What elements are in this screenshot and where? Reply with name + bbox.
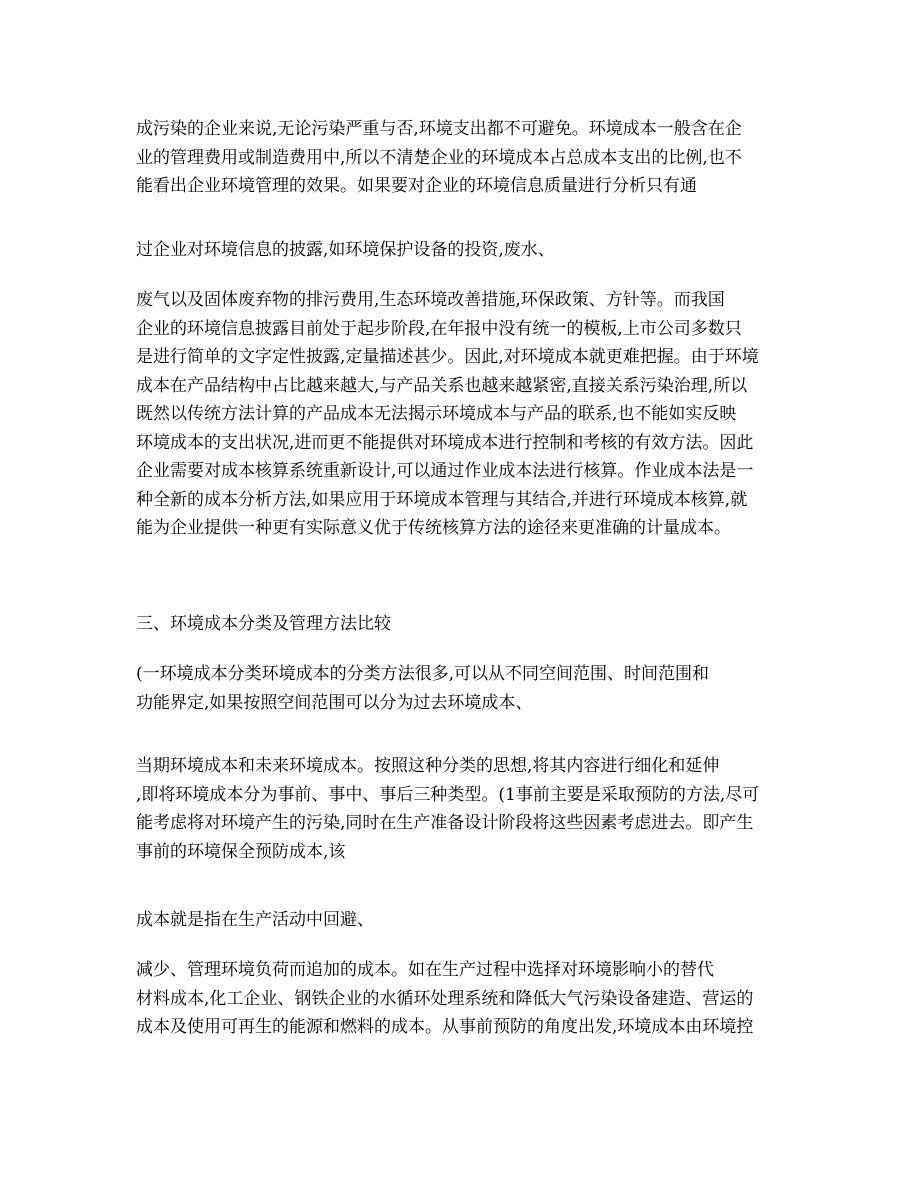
paragraph-2: 过企业对环境信息的披露,如环境保护设备的投资,废水、 [136, 240, 555, 260]
paragraph-7: 减少、管理环境负荷而追加的成本。如在生产过程中选择对环境影响小的替代 材料成本,化工企业、钢铁企业的水循环处理系统和降低大气污染设备建造、营运的 成本及使用可再生的能源和燃料的成本。从事前预防的角度出发,环境成本由环境控 [136, 960, 754, 1037]
paragraph-5: 当期环境成本和未来环境成本。按照这种分类的思想,将其内容进行细化和延伸 ,即将环境成本分为事前、事中、事后三种类型。(1事前主要是采取预防的方法,尽可 能考虑将对环境产生的污染,同时在生产准备设计阶段将这些因素考虑进去。即产生 事前的环境保全预防成本,该 [136, 756, 760, 862]
section-heading: 三、环境成本分类及管理方法比较 [136, 614, 391, 634]
paragraph-1: 成污染的企业来说,无论污染严重与否,环境支出都不可避免。环境成本一般含在企 业的管理费用或制造费用中,所以不清楚企业的环境成本占总成本支出的比例,也不 能看出企业环境管理的效果。如果要对企业的环境信息质量进行分析只有通 [136, 119, 742, 196]
paragraph-3: 废气以及固体废弃物的排污费用,生态环境改善措施,环保政策、方针等。而我国 企业的环境信息披露目前处于起步阶段,在年报中没有统一的模板,上市公司多数只 是进行简单的文字定性披露,定量描述甚少。因此,对环境成本就更难把握。由于环境 成本在产品结构中占比越来越大,与产品关系也越来越紧密,直接关系污染治理,所以 既然以传统方法计算的产品成本无法揭示环境成本与产品的联系,也不能如实反映 环境成本的支出状况,进而更不能提供对环境成本进行控制和考核的有效方法。因此 企业需要对成本核算系统重新设计,可以通过作业成本法进行核算。作业成本法是一 种全新的成本分析方法,如果应用于环境成本管理与其结合,并进行环境成本核算,就 能为企业提供一种更有实际意义优于传统核算方法的途径来更准确的计量成本。 [136, 290, 759, 538]
paragraph-6: 成本就是指在生产活动中回避、 [136, 910, 374, 930]
paragraph-4: (一环境成本分类环境成本的分类方法很多,可以从不同空间范围、时间范围和 功能界定,如果按照空间范围可以分为过去环境成本、 [136, 664, 710, 713]
